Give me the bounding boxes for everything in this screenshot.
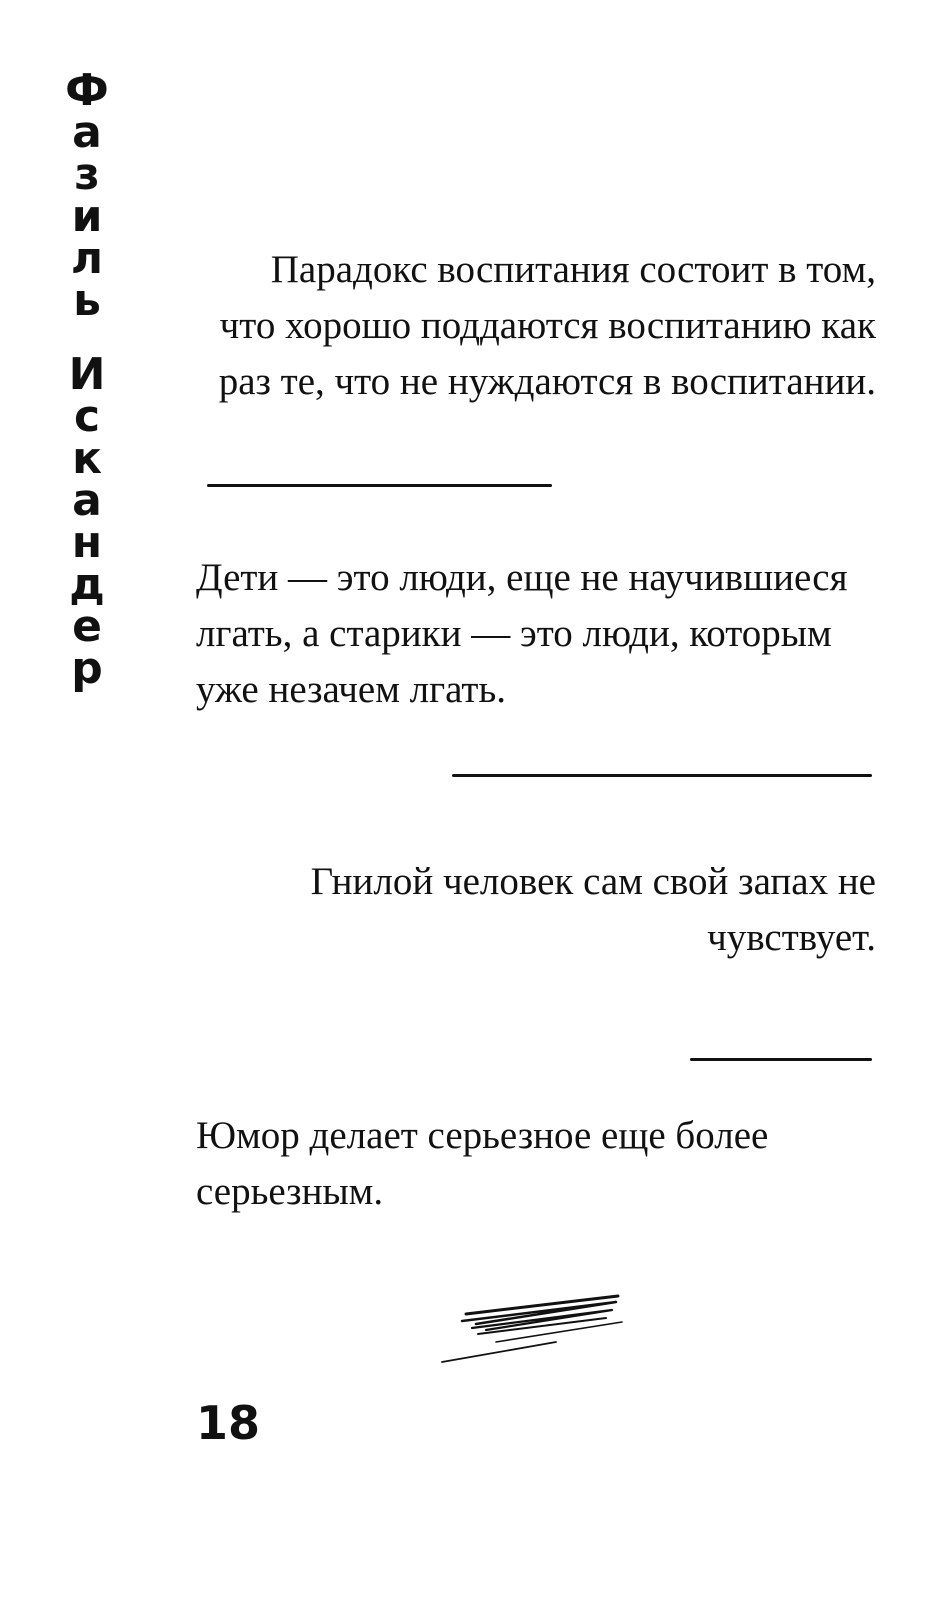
quote-children-elders [196,550,876,718]
author-letter: и [71,191,103,242]
author-letter: н [71,517,103,568]
author-letter: а [72,107,102,158]
quote-line: Дети — это люди, еще не научившиеся [196,556,848,599]
author-letter: ь [73,275,101,326]
quote-line: серьезным. [196,1170,384,1213]
quote-line: что хорошо поддаются воспитанию как [219,304,876,347]
quote-line: раз те, что не нуждаются в воспитании. [218,360,876,403]
author-letter: к [72,433,102,484]
author-letter: а [72,475,102,526]
vertical-author-name [62,65,112,694]
author-letter: е [72,601,102,652]
quote-line: Парадокс воспитания состоит в том, [270,248,876,291]
quote-line: Юмор делает серьезное еще более [196,1114,769,1157]
quote-line: чувствует. [707,916,876,959]
author-letter: л [70,233,104,284]
page-number: 18 [196,1396,261,1450]
author-letter: р [71,643,103,694]
divider-rule [690,1058,872,1061]
scribble-flourish-icon [436,1288,636,1368]
author-letter: д [69,559,105,610]
quote-humor [196,1108,876,1220]
quote-line: уже незачем лгать. [196,668,506,711]
author-letter: И [68,349,106,400]
author-letter: с [73,391,101,442]
divider-rule [452,774,872,777]
quote-rotten-person [196,854,876,966]
divider-rule [207,484,552,487]
author-letter: з [74,149,100,200]
quote-line: Гнилой человек сам свой запах не [310,860,876,903]
quote-line: лгать, а старики — это люди, которым [196,612,832,655]
quote-upbringing-paradox [196,242,876,410]
author-letter: Ф [65,65,109,116]
